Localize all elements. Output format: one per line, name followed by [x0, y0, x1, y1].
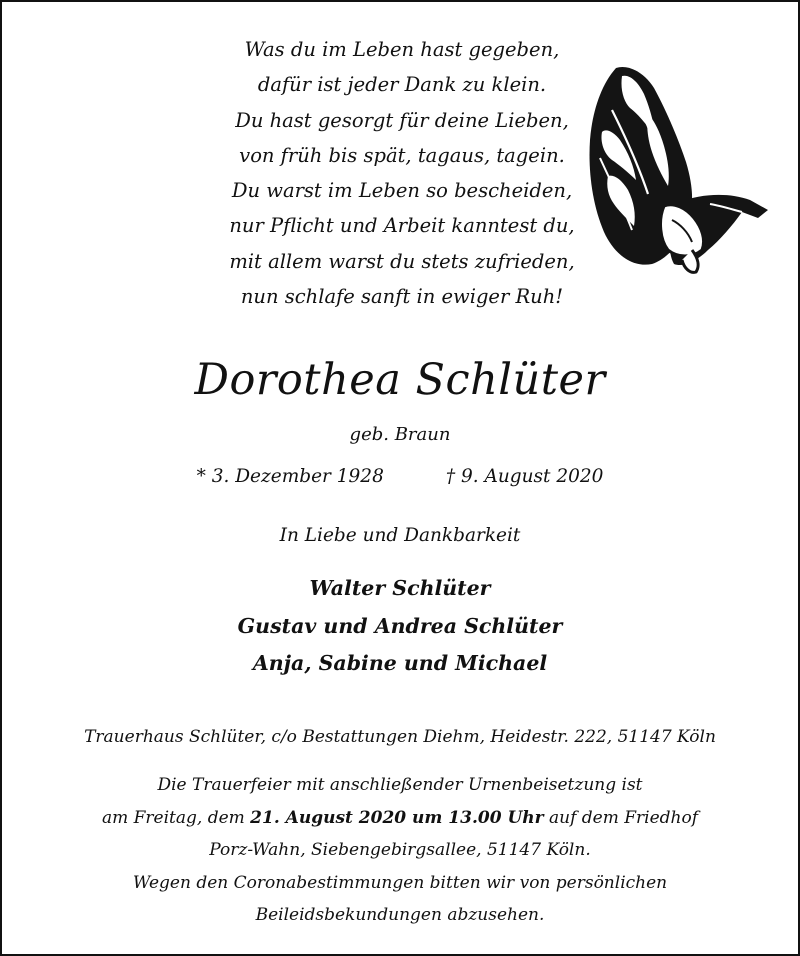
dedication: In Liebe und Dankbarkeit: [279, 525, 521, 546]
memorial-poem: [152, 32, 652, 314]
ceremony-line: [2, 802, 798, 835]
praying-hands-icon: [582, 54, 772, 276]
ceremony-place-prefix: auf dem Friedhof: [543, 807, 699, 828]
maiden-name: geb. Braun: [349, 424, 451, 445]
poem-line: Du hast gesorgt für deine Lieben,: [235, 108, 569, 132]
mourner-name: Walter Schlüter: [309, 576, 491, 600]
birth-date: * 3. Dezember 1928: [196, 466, 384, 487]
death-date: † 9. August 2020: [445, 466, 604, 487]
ceremony-line: Wegen den Coronabestimmungen bitten wir von persönlichen: [132, 872, 668, 893]
poem-line: mit allem warst du stets zufrieden,: [229, 249, 575, 273]
mourner-name: Gustav und Andrea Schlüter: [237, 613, 563, 638]
poem-line: Was du im Leben hast gegeben,: [244, 38, 560, 61]
ceremony-day: am Freitag, dem: [101, 807, 251, 828]
ceremony-line: Die Trauerfeier mit anschließender Urnenbeisetzung ist: [157, 775, 643, 795]
poem-line: dafür ist jeder Dank zu klein.: [257, 73, 547, 97]
mourner-name: Anja, Sabine und Michael: [252, 651, 548, 675]
deceased-name: Dorothea Schlüter: [194, 355, 606, 405]
poem-line: Du warst im Leben so bescheiden,: [231, 179, 573, 203]
ceremony-info: [2, 769, 798, 932]
mourners-list: [2, 570, 798, 683]
ceremony-datetime: 21. August 2020 um 13.00 Uhr: [250, 807, 544, 828]
ceremony-line: Porz-Wahn, Siebengebirgsallee, 51147 Köln.: [209, 840, 591, 860]
poem-line: nun schlafe sanft in ewiger Ruh!: [240, 285, 564, 309]
poem-line: nur Pflicht und Arbeit kanntest du,: [229, 214, 575, 238]
life-dates: [2, 463, 798, 491]
house-of-mourning: Trauerhaus Schlüter, c/o Bestattungen Diehm, Heidestr. 222, 51147 Köln: [84, 727, 716, 747]
poem-line: von früh bis spät, tagaus, tagein.: [239, 143, 565, 167]
ceremony-line: Beileidsbekundungen abzusehen.: [255, 905, 545, 925]
